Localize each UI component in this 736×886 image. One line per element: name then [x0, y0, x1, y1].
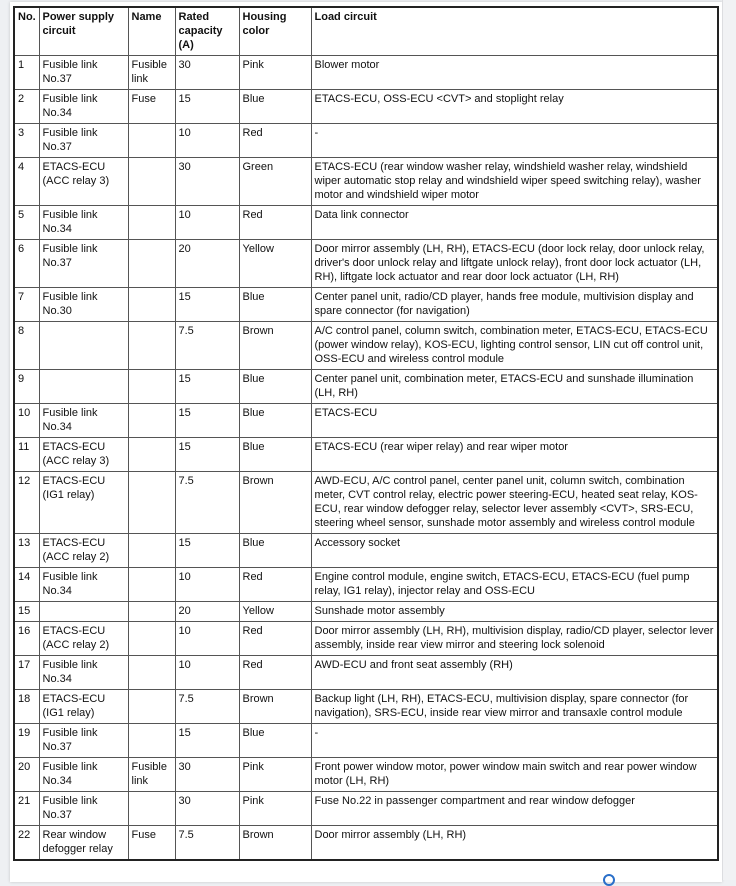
- fuse-table: [13, 6, 719, 861]
- cell-power-supply-circuit: ETACS-ECU (IG1 relay): [39, 472, 128, 534]
- cell-no: 4: [14, 158, 39, 206]
- cell-load-circuit: Door mirror assembly (LH, RH), ETACS-ECU (door lock relay, door unlock relay, driver's door unlock relay and liftgate unlock relay), front door lock actuator (LH, RH), liftgate lock actuator and rear door lock actuator (LH, RH): [311, 240, 718, 288]
- cell-no: 17: [14, 656, 39, 690]
- cell-power-supply-circuit: [39, 322, 128, 370]
- cell-rated-capacity: 30: [175, 758, 239, 792]
- cell-load-circuit: ETACS-ECU (rear window washer relay, windshield washer relay, windshield wiper automatic stop relay and windshield wiper speed switching relay), washer motor and windshield wiper motor: [311, 158, 718, 206]
- cell-rated-capacity: 7.5: [175, 690, 239, 724]
- cell-load-circuit: Data link connector: [311, 206, 718, 240]
- cell-load-circuit: AWD-ECU and front seat assembly (RH): [311, 656, 718, 690]
- cell-name: [128, 534, 175, 568]
- cell-power-supply-circuit: ETACS-ECU (IG1 relay): [39, 690, 128, 724]
- cell-housing-color: Red: [239, 206, 311, 240]
- cell-load-circuit: ETACS-ECU, OSS-ECU <CVT> and stoplight relay: [311, 90, 718, 124]
- cell-power-supply-circuit: Fusible link No.37: [39, 240, 128, 288]
- cell-housing-color: Blue: [239, 438, 311, 472]
- cell-load-circuit: Blower motor: [311, 56, 718, 90]
- cell-rated-capacity: 10: [175, 568, 239, 602]
- cell-no: 2: [14, 90, 39, 124]
- cell-name: [128, 602, 175, 622]
- cell-power-supply-circuit: Fusible link No.34: [39, 404, 128, 438]
- cell-no: 20: [14, 758, 39, 792]
- cell-no: 6: [14, 240, 39, 288]
- cell-name: Fuse: [128, 826, 175, 861]
- cell-housing-color: Yellow: [239, 602, 311, 622]
- cell-rated-capacity: 7.5: [175, 826, 239, 861]
- table-row: [14, 690, 718, 724]
- cell-no: 12: [14, 472, 39, 534]
- cell-no: 14: [14, 568, 39, 602]
- cell-housing-color: Blue: [239, 288, 311, 322]
- cell-load-circuit: Backup light (LH, RH), ETACS-ECU, multivision display, spare connector (for navigation), SRS-ECU, inside rear view mirror and transaxle control module: [311, 690, 718, 724]
- cell-power-supply-circuit: Fusible link No.37: [39, 724, 128, 758]
- table-row: [14, 438, 718, 472]
- table-row: [14, 158, 718, 206]
- cell-name: [128, 206, 175, 240]
- table-row: [14, 792, 718, 826]
- scrollbar-track[interactable]: [722, 0, 736, 880]
- cell-no: 10: [14, 404, 39, 438]
- cell-rated-capacity: 15: [175, 438, 239, 472]
- cell-no: 16: [14, 622, 39, 656]
- table-row: [14, 288, 718, 322]
- cell-power-supply-circuit: Fusible link No.34: [39, 656, 128, 690]
- table-row: [14, 622, 718, 656]
- cell-no: 11: [14, 438, 39, 472]
- cell-rated-capacity: 15: [175, 404, 239, 438]
- cell-housing-color: Pink: [239, 758, 311, 792]
- cell-no: 13: [14, 534, 39, 568]
- cell-housing-color: Red: [239, 656, 311, 690]
- cell-rated-capacity: 30: [175, 792, 239, 826]
- cell-housing-color: Yellow: [239, 240, 311, 288]
- table-row: [14, 826, 718, 861]
- cell-load-circuit: Center panel unit, radio/CD player, hands free module, multivision display and spare connector (for navigation): [311, 288, 718, 322]
- cell-power-supply-circuit: ETACS-ECU (ACC relay 2): [39, 534, 128, 568]
- cell-no: 22: [14, 826, 39, 861]
- cell-rated-capacity: 15: [175, 724, 239, 758]
- cell-no: 7: [14, 288, 39, 322]
- header-power-supply-circuit: Power supply circuit: [39, 7, 128, 56]
- cell-housing-color: Pink: [239, 56, 311, 90]
- cell-name: [128, 404, 175, 438]
- table-body: [14, 56, 718, 861]
- cell-name: [128, 370, 175, 404]
- cell-no: 5: [14, 206, 39, 240]
- table-row: [14, 240, 718, 288]
- cell-housing-color: Blue: [239, 90, 311, 124]
- table-row: [14, 602, 718, 622]
- cell-power-supply-circuit: Fusible link No.37: [39, 124, 128, 158]
- table-row: [14, 534, 718, 568]
- cell-name: [128, 124, 175, 158]
- cell-load-circuit: -: [311, 124, 718, 158]
- cell-name: [128, 690, 175, 724]
- table-row: [14, 724, 718, 758]
- table-row: [14, 568, 718, 602]
- table-row: [14, 370, 718, 404]
- help-circle-icon[interactable]: [603, 874, 615, 886]
- cell-power-supply-circuit: Rear window defogger relay: [39, 826, 128, 861]
- cell-housing-color: Brown: [239, 826, 311, 861]
- cell-rated-capacity: 15: [175, 90, 239, 124]
- cell-name: Fusible link: [128, 56, 175, 90]
- header-housing-color: Housing color: [239, 7, 311, 56]
- cell-rated-capacity: 10: [175, 656, 239, 690]
- table-row: [14, 322, 718, 370]
- cell-load-circuit: A/C control panel, column switch, combination meter, ETACS-ECU, ETACS-ECU (power window relay), KOS-ECU, lighting control sensor, LIN cut off control unit, OSS-ECU and wireless control module: [311, 322, 718, 370]
- cell-power-supply-circuit: ETACS-ECU (ACC relay 2): [39, 622, 128, 656]
- cell-housing-color: Red: [239, 568, 311, 602]
- cell-load-circuit: Center panel unit, combination meter, ETACS-ECU and sunshade illumination (LH, RH): [311, 370, 718, 404]
- cell-housing-color: Pink: [239, 792, 311, 826]
- cell-rated-capacity: 10: [175, 124, 239, 158]
- cell-name: [128, 438, 175, 472]
- cell-load-circuit: Door mirror assembly (LH, RH), multivision display, radio/CD player, selector lever assembly, inside rear view mirror and steering lock solenoid: [311, 622, 718, 656]
- cell-no: 21: [14, 792, 39, 826]
- cell-housing-color: Brown: [239, 472, 311, 534]
- table-header-row: [14, 7, 718, 56]
- cell-load-circuit: Fuse No.22 in passenger compartment and rear window defogger: [311, 792, 718, 826]
- cell-name: Fuse: [128, 90, 175, 124]
- cell-housing-color: Blue: [239, 534, 311, 568]
- cell-housing-color: Red: [239, 124, 311, 158]
- cell-load-circuit: ETACS-ECU: [311, 404, 718, 438]
- header-name: Name: [128, 7, 175, 56]
- cell-power-supply-circuit: Fusible link No.34: [39, 90, 128, 124]
- cell-no: 19: [14, 724, 39, 758]
- cell-no: 3: [14, 124, 39, 158]
- cell-power-supply-circuit: Fusible link No.34: [39, 568, 128, 602]
- cell-name: [128, 724, 175, 758]
- cell-rated-capacity: 15: [175, 370, 239, 404]
- cell-load-circuit: Front power window motor, power window main switch and rear power window motor (LH, RH): [311, 758, 718, 792]
- table-row: [14, 206, 718, 240]
- cell-housing-color: Blue: [239, 370, 311, 404]
- cell-power-supply-circuit: Fusible link No.30: [39, 288, 128, 322]
- cell-no: 18: [14, 690, 39, 724]
- cell-rated-capacity: 30: [175, 56, 239, 90]
- cell-rated-capacity: 10: [175, 622, 239, 656]
- cell-name: [128, 240, 175, 288]
- cell-no: 9: [14, 370, 39, 404]
- cell-housing-color: Brown: [239, 322, 311, 370]
- cell-power-supply-circuit: Fusible link No.34: [39, 758, 128, 792]
- header-no: No.: [14, 7, 39, 56]
- cell-load-circuit: -: [311, 724, 718, 758]
- cell-load-circuit: Sunshade motor assembly: [311, 602, 718, 622]
- cell-rated-capacity: 15: [175, 534, 239, 568]
- table-row: [14, 56, 718, 90]
- cell-housing-color: Blue: [239, 404, 311, 438]
- table-row: [14, 90, 718, 124]
- cell-name: [128, 288, 175, 322]
- cell-name: [128, 792, 175, 826]
- cell-power-supply-circuit: [39, 370, 128, 404]
- cell-name: [128, 656, 175, 690]
- cell-name: [128, 158, 175, 206]
- cell-rated-capacity: 20: [175, 240, 239, 288]
- cell-rated-capacity: 15: [175, 288, 239, 322]
- cell-name: [128, 568, 175, 602]
- cell-power-supply-circuit: [39, 602, 128, 622]
- table-row: [14, 472, 718, 534]
- cell-name: Fusible link: [128, 758, 175, 792]
- cell-rated-capacity: 7.5: [175, 322, 239, 370]
- cell-no: 1: [14, 56, 39, 90]
- cell-housing-color: Brown: [239, 690, 311, 724]
- cell-name: [128, 472, 175, 534]
- cell-no: 15: [14, 602, 39, 622]
- cell-power-supply-circuit: Fusible link No.34: [39, 206, 128, 240]
- table-row: [14, 758, 718, 792]
- cell-no: 8: [14, 322, 39, 370]
- cell-rated-capacity: 10: [175, 206, 239, 240]
- cell-load-circuit: Engine control module, engine switch, ETACS-ECU, ETACS-ECU (fuel pump relay, IG1 relay), injector relay and OSS-ECU: [311, 568, 718, 602]
- cell-name: [128, 622, 175, 656]
- cell-load-circuit: ETACS-ECU (rear wiper relay) and rear wiper motor: [311, 438, 718, 472]
- cell-load-circuit: Door mirror assembly (LH, RH): [311, 826, 718, 861]
- cell-name: [128, 322, 175, 370]
- table-row: [14, 404, 718, 438]
- cell-power-supply-circuit: ETACS-ECU (ACC relay 3): [39, 158, 128, 206]
- cell-rated-capacity: 7.5: [175, 472, 239, 534]
- cell-housing-color: Blue: [239, 724, 311, 758]
- cell-load-circuit: AWD-ECU, A/C control panel, center panel unit, column switch, combination meter, CVT control relay, electric power steering-ECU, heated seat relay, KOS-ECU, rear window defogger relay, selector lever assembly <CVT>, SRS-ECU, steering wheel sensor, sunshade motor assembly and wireless control module: [311, 472, 718, 534]
- cell-power-supply-circuit: Fusible link No.37: [39, 56, 128, 90]
- cell-housing-color: Green: [239, 158, 311, 206]
- table-row: [14, 656, 718, 690]
- cell-power-supply-circuit: Fusible link No.37: [39, 792, 128, 826]
- cell-housing-color: Red: [239, 622, 311, 656]
- header-load-circuit: Load circuit: [311, 7, 718, 56]
- table-row: [14, 124, 718, 158]
- header-rated-capacity: Rated capacity (A): [175, 7, 239, 56]
- cell-rated-capacity: 20: [175, 602, 239, 622]
- cell-rated-capacity: 30: [175, 158, 239, 206]
- cell-power-supply-circuit: ETACS-ECU (ACC relay 3): [39, 438, 128, 472]
- cell-load-circuit: Accessory socket: [311, 534, 718, 568]
